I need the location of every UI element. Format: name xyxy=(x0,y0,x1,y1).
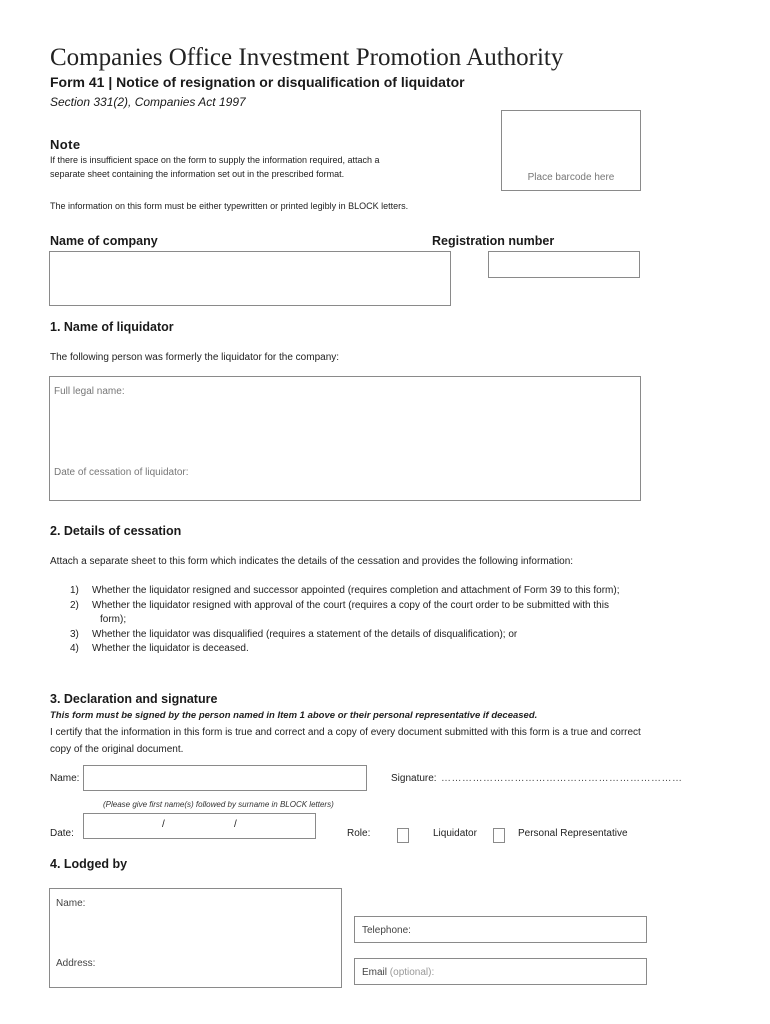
section-1-heading: 1. Name of liquidator xyxy=(50,320,174,334)
lodger-address-label: Address: xyxy=(56,958,96,969)
personal-representative-checkbox[interactable] xyxy=(493,828,505,843)
signature-line[interactable]: …………………………………………………………… xyxy=(441,773,683,784)
name-hint: (Please give first name(s) followed by surname in BLOCK letters) xyxy=(103,800,334,809)
note-heading: Note xyxy=(50,137,81,152)
email-label: Email xyxy=(362,967,388,978)
lodger-details-box[interactable] xyxy=(49,888,342,988)
barcode-placeholder: Place barcode here xyxy=(527,172,615,183)
date-separator: / xyxy=(234,819,237,830)
section-3-heading: 3. Declaration and signature xyxy=(50,692,218,706)
personal-representative-option-label: Personal Representative xyxy=(518,828,628,839)
liquidator-checkbox[interactable] xyxy=(397,828,409,843)
date-separator: / xyxy=(162,819,165,830)
full-legal-name-label: Full legal name: xyxy=(54,386,125,397)
telephone-field[interactable] xyxy=(354,916,647,943)
form-title: Form 41 | Notice of resignation or disqualification of liquidator xyxy=(50,74,465,90)
lodger-name-label: Name: xyxy=(56,898,86,909)
section-1-intro: The following person was formerly the liquidator for the company: xyxy=(50,352,340,363)
email-optional-label: (optional): xyxy=(389,967,435,978)
section-4-heading: 4. Lodged by xyxy=(50,857,128,871)
registration-number-label: Registration number xyxy=(432,234,555,248)
liquidator-option-label: Liquidator xyxy=(433,828,477,839)
date-field[interactable] xyxy=(83,813,316,839)
declarant-name-field[interactable] xyxy=(83,765,367,791)
cessation-details-list xyxy=(50,584,690,657)
certification-line-2: copy of the original document. xyxy=(50,744,184,755)
section-2-heading: 2. Details of cessation xyxy=(50,524,182,538)
declarant-name-label: Name: xyxy=(50,773,80,784)
role-label: Role: xyxy=(347,828,371,839)
note-text-line-1: If there is insufficient space on the form to supply the information required, attach a xyxy=(50,155,380,165)
email-field[interactable] xyxy=(354,958,647,985)
section-reference: Section 331(2), Companies Act 1997 xyxy=(50,95,246,109)
list-item: 2) Whether the liquidator resigned with approval of the court (requires a copy of the court order to be submitted with this form); xyxy=(70,599,609,625)
cessation-date-label: Date of cessation of liquidator: xyxy=(54,467,189,478)
company-name-field[interactable] xyxy=(49,251,451,306)
certification-line-1: I certify that the information in this form is true and correct and a copy of every document submitted with this form is a true and correct xyxy=(50,727,641,738)
signature-label: Signature: xyxy=(391,773,437,784)
liquidator-details-box[interactable] xyxy=(49,376,641,501)
company-name-label: Name of company xyxy=(50,234,158,248)
section-2-intro: Attach a separate sheet to this form which indicates the details of the cessation and provides the following information: xyxy=(50,556,574,567)
organization-title: Companies Office Investment Promotion Authority xyxy=(50,44,564,71)
list-item: 1) Whether the liquidator resigned and successor appointed (requires completion and attachment of Form 39 to this form); xyxy=(70,585,620,596)
registration-number-field[interactable] xyxy=(488,251,640,278)
barcode-box xyxy=(501,110,641,191)
note-text xyxy=(50,153,470,181)
note-text-line-2: separate sheet containing the information set out in the prescribed format. xyxy=(50,169,345,179)
date-label: Date: xyxy=(50,828,74,839)
list-item: 4) Whether the liquidator is deceased. xyxy=(70,643,249,654)
telephone-label: Telephone: xyxy=(362,925,411,936)
list-item: 3) Whether the liquidator was disqualified (requires a statement of the details of disqualification); or xyxy=(70,628,518,640)
signature-instruction: This form must be signed by the person named in Item 1 above or their personal representative if deceased. xyxy=(50,710,538,721)
block-letters-instruction: The information on this form must be either typewritten or printed legibly in BLOCK letters. xyxy=(50,201,409,211)
